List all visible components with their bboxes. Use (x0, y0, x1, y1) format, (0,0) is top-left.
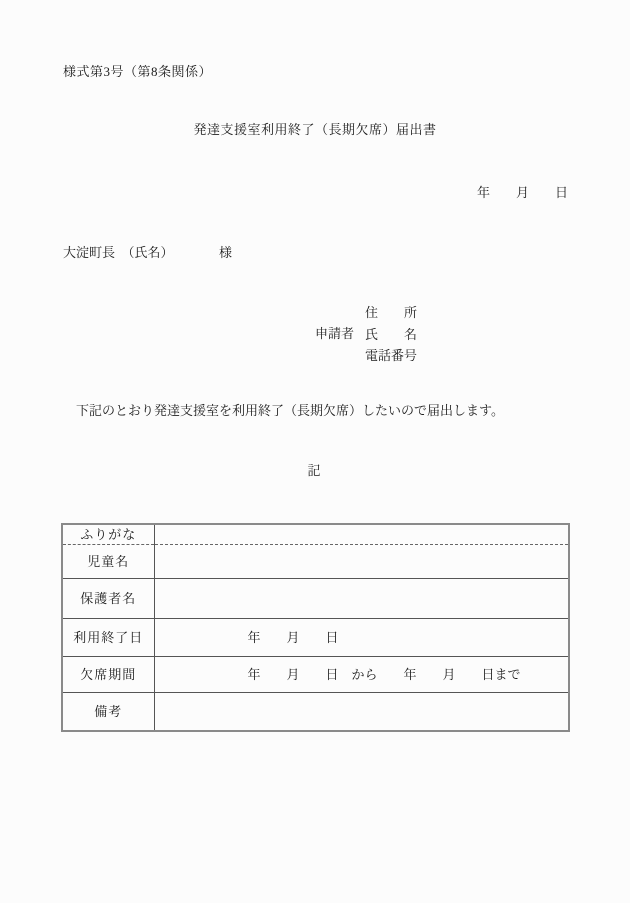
applicant-fields (365, 302, 417, 367)
table-row-furigana (62, 524, 569, 545)
applicant-name-label: 氏 名 (365, 326, 418, 342)
date-line: 年 月 日 (476, 185, 568, 200)
row-label-end-date: 利用終了日 (62, 619, 154, 657)
table-row-absence-period (62, 657, 569, 693)
row-value-child-name (154, 545, 569, 579)
row-value-guardian-name (154, 579, 569, 619)
table-row-child-name (62, 545, 569, 579)
ki-marker: 記 (307, 463, 323, 478)
row-label-guardian-name: 保護者名 (62, 579, 154, 619)
applicant-address-label: 住 所 (365, 305, 418, 320)
applicant-phone-label: 電話番号 (365, 348, 418, 363)
row-value-absence-period: 年 月 日 から 年 月 日まで (154, 657, 569, 693)
table-row-remarks (62, 693, 569, 732)
row-label-remarks: 備考 (62, 693, 154, 732)
row-label-absence-period: 欠席期間 (62, 657, 154, 693)
row-value-remarks (154, 693, 569, 732)
row-value-furigana (154, 524, 569, 545)
applicant-label: 申請者 (315, 326, 355, 342)
form-number: 様式第3号（第8条関係） (63, 64, 213, 79)
addressee-line: 大淀町長 （氏名） 様 (63, 245, 233, 260)
row-label-furigana: ふりがな (62, 524, 154, 545)
table-row-end-date (62, 619, 569, 657)
applicant-block (315, 302, 417, 367)
row-label-child-name: 児童名 (62, 545, 154, 579)
row-value-end-date: 年 月 日 (154, 619, 569, 657)
document-title: 発達支援室利用終了（長期欠席）届出書 (193, 122, 437, 137)
body-statement: 下記のとおり発達支援室を利用終了（長期欠席）したいので届出します。 (63, 403, 504, 418)
form-table (61, 523, 570, 732)
table-row-guardian-name (62, 579, 569, 619)
